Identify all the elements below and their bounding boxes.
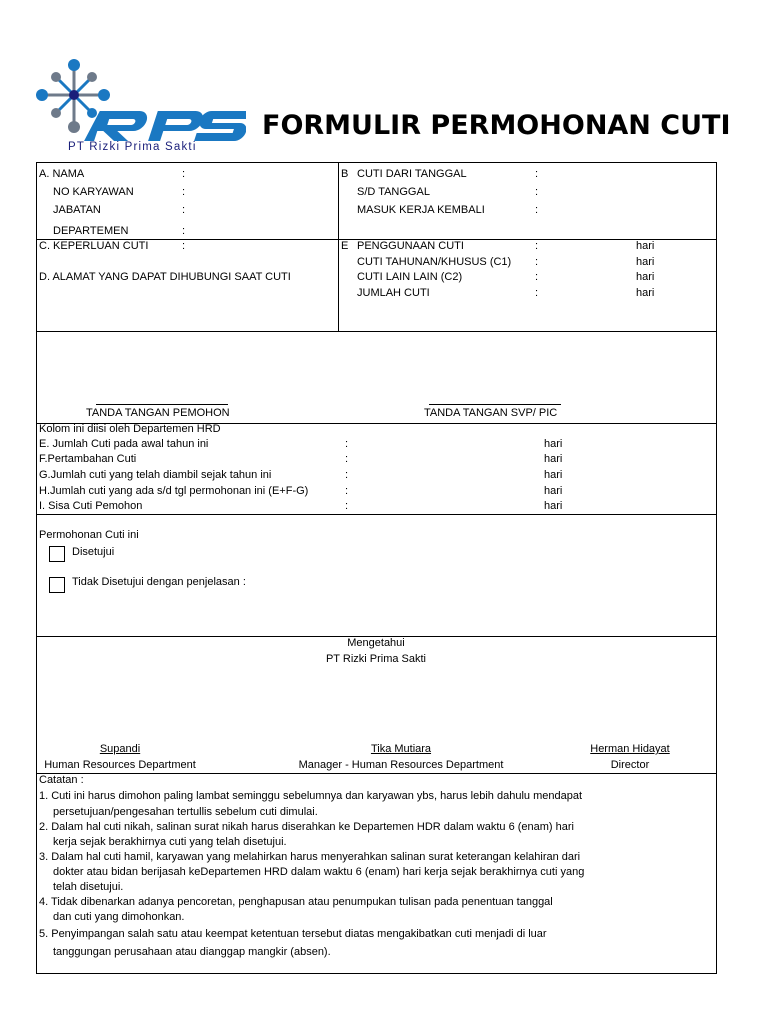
rps-logo-icon xyxy=(34,55,246,155)
acknowledge-company: PT Rizki Prima Sakti xyxy=(325,653,427,665)
approved-checkbox[interactable] xyxy=(49,546,65,562)
rejected-checkbox[interactable] xyxy=(49,577,65,593)
hrd-heading: Kolom ini diisi oleh Departemen HRD xyxy=(39,423,221,435)
notes-heading: Catatan : xyxy=(39,774,84,786)
colon: : xyxy=(535,168,539,180)
label-penggunaan-cuti: PENGGUNAAN CUTI xyxy=(357,240,464,252)
signature-line-svp xyxy=(429,404,561,405)
hrd-row-label: E. Jumlah Cuti pada awal tahun ini xyxy=(39,438,209,450)
note-line: dan cuti yang dimohonkan. xyxy=(53,911,185,923)
colon: : xyxy=(345,438,349,450)
label-keperluan-cuti: C. KEPERLUAN CUTI xyxy=(39,240,149,252)
note-line: tanggungan perusahaan atau dianggap mangkir (absen). xyxy=(53,946,331,958)
label-tanda-tangan-pemohon: TANDA TANGAN PEMOHON xyxy=(86,407,230,419)
hrd-row-label: I. Sisa Cuti Pemohon xyxy=(39,500,143,512)
colon: : xyxy=(535,240,539,252)
label-no-karyawan: NO KARYAWAN xyxy=(53,186,134,198)
colon: : xyxy=(345,500,349,512)
hrd-row-label: H.Jumlah cuti yang ada s/d tgl permohonan ini (E+F-G) xyxy=(39,485,309,497)
label-tanda-tangan-svp: TANDA TANGAN SVP/ PIC xyxy=(424,407,558,419)
note-line: 1. Cuti ini harus dimohon paling lambat seminggu sebelumnya dan karyawan ybs, harus lebih dahulu mendapat xyxy=(39,790,582,802)
note-line: kerja sejak berakhirnya cuti yang telah disetujui. xyxy=(53,836,287,848)
note-line: dokter atau bidan berijasah keDepartemen HRD dalam waktu 6 (enam) hari kerja sejak berakhirnya cuti yang xyxy=(53,866,585,878)
signer-role: Manager - Human Resources Department xyxy=(298,759,504,771)
colon: : xyxy=(535,204,539,216)
signer-name: Supandi xyxy=(99,743,141,755)
label-nama: A. NAMA xyxy=(39,168,85,180)
unit-hari: hari xyxy=(636,256,655,268)
note-line: telah disetujui. xyxy=(53,881,124,893)
colon: : xyxy=(182,186,186,198)
label-e: E xyxy=(341,240,349,252)
unit-hari: hari xyxy=(544,469,563,481)
signer-role: Human Resources Department xyxy=(44,759,196,771)
label-departemen: DEPARTEMEN xyxy=(53,225,129,237)
colon: : xyxy=(345,469,349,481)
unit-hari: hari xyxy=(544,500,563,512)
unit-hari: hari xyxy=(544,438,563,450)
colon: : xyxy=(345,453,349,465)
colon: : xyxy=(535,271,539,283)
approval-heading: Permohonan Cuti ini xyxy=(39,529,139,541)
label-jumlah-cuti: JUMLAH CUTI xyxy=(357,287,430,299)
label-b: B xyxy=(341,168,349,180)
colon: : xyxy=(182,168,186,180)
note-line: 2. Dalam hal cuti nikah, salinan surat nikah harus diserahkan ke Departemen HDR dalam waktu 6 (enam) hari xyxy=(39,821,574,833)
signer-name: Herman Hidayat xyxy=(590,743,670,755)
label-cuti-tahunan: CUTI TAHUNAN/KHUSUS (C1) xyxy=(357,256,512,268)
colon: : xyxy=(182,225,186,237)
colon: : xyxy=(535,186,539,198)
colon: : xyxy=(345,485,349,497)
colon: : xyxy=(535,256,539,268)
label-sd-tanggal: S/D TANGGAL xyxy=(357,186,430,198)
unit-hari: hari xyxy=(636,271,655,283)
form-title: FORMULIR PERMOHONAN CUTI xyxy=(262,110,731,141)
unit-hari: hari xyxy=(636,287,655,299)
colon: : xyxy=(182,204,186,216)
rejected-label: Tidak Disetujui dengan penjelasan : xyxy=(72,576,246,588)
unit-hari: hari xyxy=(636,240,655,252)
unit-hari: hari xyxy=(544,485,563,497)
hrd-row-label: G.Jumlah cuti yang telah diambil sejak tahun ini xyxy=(39,469,272,481)
approved-label: Disetujui xyxy=(72,546,115,558)
colon: : xyxy=(535,287,539,299)
signer-role: Director xyxy=(610,759,650,771)
note-line: 3. Dalam hal cuti hamil, karyawan yang melahirkan harus menyerahkan salinan surat keterangan kelahiran dari xyxy=(39,851,581,863)
label-masuk-kerja: MASUK KERJA KEMBALI xyxy=(357,204,485,216)
label-cuti-dari-tanggal: CUTI DARI TANGGAL xyxy=(357,168,467,180)
company-name: PT Rizki Prima Sakti xyxy=(68,141,197,153)
note-line: 4. Tidak dibenarkan adanya pencoretan, penghapusan atau penumpukan tulisan pada penentuan tanggal xyxy=(39,896,553,908)
mengetahui-label: Mengetahui xyxy=(347,637,405,649)
unit-hari: hari xyxy=(544,453,563,465)
signature-line-pemohon xyxy=(96,404,228,405)
label-alamat: D. ALAMAT YANG DAPAT DIHUBUNGI SAAT CUTI xyxy=(39,271,291,283)
hrd-row-label: F.Pertambahan Cuti xyxy=(39,453,137,465)
label-cuti-lain: CUTI LAIN LAIN (C2) xyxy=(357,271,463,283)
note-line: persetujuan/pengesahan tertullis sebelum cuti dimulai. xyxy=(53,806,318,818)
company-logo xyxy=(34,55,246,155)
signer-name: Tika Mutiara xyxy=(370,743,432,755)
colon: : xyxy=(182,240,186,252)
label-jabatan: JABATAN xyxy=(53,204,101,216)
note-line: 5. Penyimpangan salah satu atau keempat ketentuan tersebut diatas mengakibatkan cuti menjadi di luar xyxy=(39,928,547,940)
